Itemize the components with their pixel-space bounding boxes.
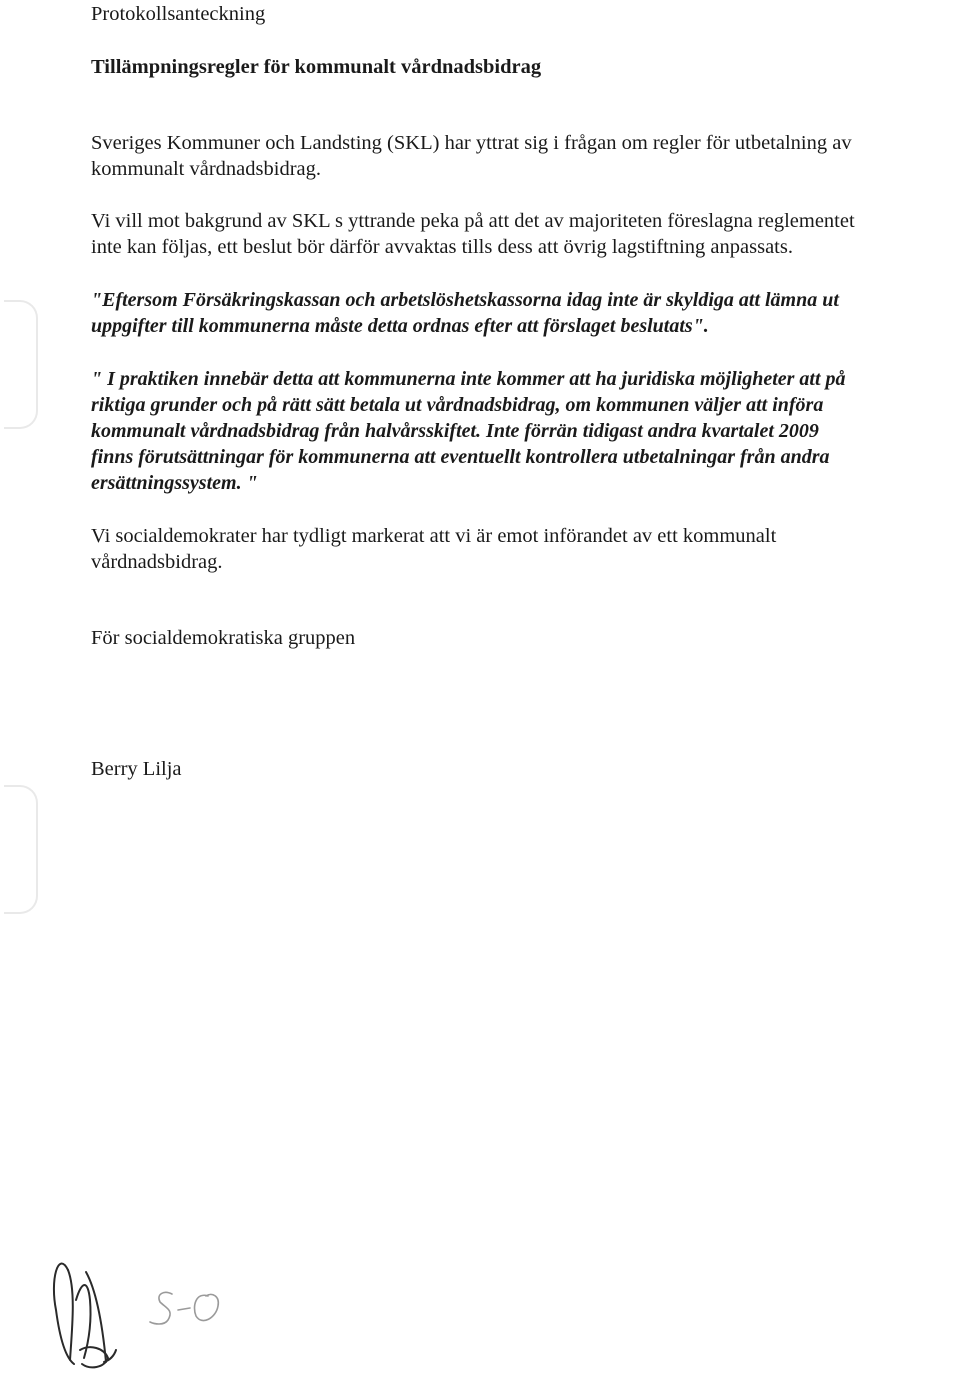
text-line: uppgifter till kommunerna måste detta ordnas efter att förslaget beslutats".: [91, 315, 709, 337]
text-line: kommunalt vårdnadsbidrag från halvårsskiftet. Inte förrän tidigast andra kvartalet 2009: [91, 420, 819, 442]
text-line: finns förutsättningar för kommunerna att eventuellt kontrollera utbetalningar från andra: [91, 446, 830, 468]
text-line: Vi vill mot bakgrund av SKL s yttrande peka på att det av majoriteten föreslagna reglementet: [91, 210, 855, 232]
text-line: " I praktiken innebär detta att kommunerna inte kommer att ha juridiska möjligheter att på: [91, 368, 846, 390]
quote-force-info: [91, 287, 839, 339]
text-line: "Eftersom Försäkringskassan och arbetslöshetskassorna idag inte är skyldiga att lämna ut: [91, 289, 839, 311]
scan-edge-mark: [4, 300, 38, 429]
text-line: riktiga grunder och på rätt sätt betala ut vårdnadsbidrag, om kommunen väljer att införa: [91, 394, 824, 416]
text-line: Sveriges Kommuner och Landsting (SKL) har yttrat sig i frågan om regler för utbetalning av: [91, 132, 852, 154]
text-line: Vi socialdemokrater har tydligt markerat att vi är emot införandet av ett kommunalt: [91, 525, 777, 547]
text-line: inte kan följas, ett beslut bör därför avvaktas tills dess att övrig lagstiftning anpassats.: [91, 236, 793, 258]
signer-name: Berry Lilja: [91, 758, 182, 780]
paragraph-position: [91, 208, 855, 260]
text-line: vårdnadsbidrag.: [91, 551, 223, 573]
scan-edge-mark: [4, 785, 38, 914]
paragraph-statement: [91, 523, 776, 575]
text-line: kommunalt vårdnadsbidrag.: [91, 158, 322, 180]
text-line: ersättningssystem. ": [91, 472, 258, 494]
document-heading: Tillämpningsregler för kommunalt vårdnadsbidrag: [91, 56, 542, 78]
quote-in-practice: [91, 366, 846, 496]
header-label: Protokollsanteckning: [91, 3, 266, 25]
paragraph-skl: [91, 130, 852, 182]
handwritten-signature-icon: [46, 1240, 246, 1372]
group-line: För socialdemokratiska gruppen: [91, 627, 356, 649]
